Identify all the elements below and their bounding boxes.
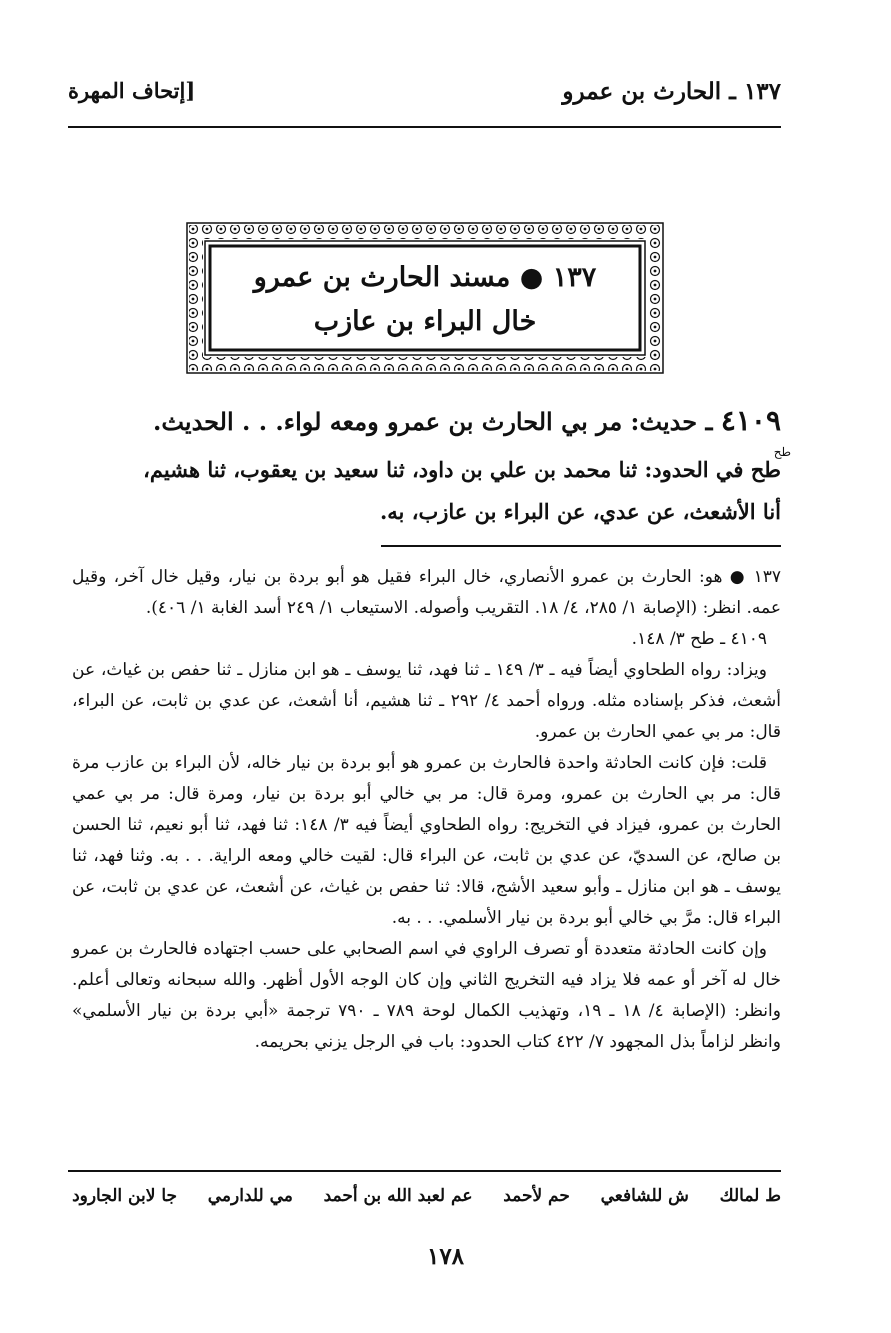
- hadith-heading: [72, 400, 781, 443]
- footnotes: [72, 562, 781, 1058]
- page-number: ١٧٨: [426, 1243, 465, 1270]
- chapter-title: ١٣٧ ـ الحارث بن عمرو: [562, 78, 781, 105]
- source-code-marker: طح: [773, 445, 791, 459]
- musnad-title-line1: ١٣٧ ● مسند الحارث بن عمرو: [253, 262, 597, 293]
- legend-item: مي للدارمي: [207, 1186, 293, 1206]
- legend-item: حم لأحمد: [503, 1186, 570, 1206]
- footnote-alternative: وإن كانت الحادثة متعددة أو تصرف الراوي في اسم الصحابي على حسب اجتهاده فالحارث بن عمرو خال له آخر أو عمه فلا يزاد فيه التخريج الثاني وإن كان الوجه الأول أظهر. والله سبحانه وتعالى أعلم. وانظر: (الإصابة ٤/ ١٨ ـ ١٩، وتهذيب الكمال لوحة ٧٨٩ ـ ٧٩٠ ترجمة «أبي بردة بن نيار الأسلمي» وانظر لزاماً بذل المجهود ٧/ ٤٢٢ كتاب الحدود: باب في الرجل يزني بحريمه.: [72, 939, 781, 1052]
- legend-rule: [68, 1170, 781, 1172]
- legend-item: ش للشافعي: [600, 1186, 689, 1206]
- legend-item: ط لمالك: [719, 1186, 781, 1206]
- running-header: [68, 78, 781, 118]
- hadith-number: ٤١٠٩: [720, 404, 781, 437]
- legend-item: عم لعبد الله بن أحمد: [323, 1186, 473, 1206]
- legend-item: جا لابن الجارود: [72, 1186, 178, 1206]
- hadith-body: [72, 445, 791, 533]
- abbreviation-legend: [72, 1186, 781, 1206]
- footnote-rule: [381, 545, 781, 547]
- musnad-title-line2: خال البراء بن عازب: [313, 306, 537, 337]
- header-rule: [68, 126, 781, 128]
- footnote-comment: قلت: فإن كانت الحادثة واحدة فالحارث بن عمرو هو أبو بردة بن نيار خاله، لأن البراء بن عازب مرة قال: مر بي الحارث بن عمرو، ومرة قال: مر بي خالي أبو بردة بن نيار، ومرة قال: مر بي عمي الحارث بن عمرو، فيزاد في التخريج: رواه الطحاوي أيضاً فيه ٣/ ١٤٨: ثنا فهد، ثنا أبو نعيم، ثنا الحسن بن صالح، عن السديّ، عن عدي بن ثابت، عن البراء قال: لقيت خالي ومعه الراية. . . به. وثنا فهد، ثنا يوسف ـ هو ابن منازل ـ وأبو سعيد الأشج، قالا: ثنا حفص بن غياث، عن أشعث، عن عدي بن ثابت، عن البراء قال: مرَّ بي خالي أبو بردة بن نيار الأسلمي. . . به.: [72, 753, 781, 928]
- book-title: [إتحاف المهرة: [68, 78, 196, 103]
- hadith-line-2: أنا الأشعث، عن عدي، عن البراء بن عازب، به.: [379, 499, 781, 524]
- musnad-title: [216, 256, 634, 344]
- footnote-source: ٤١٠٩ ـ طح ٣/ ١٤٨.: [631, 629, 767, 649]
- footnote-biography: ١٣٧ ● هو: الحارث بن عمرو الأنصاري، خال البراء فقيل هو أبو بردة بن نيار، وقيل خال آخر، وقيل عمه. انظر: (الإصابة ١/ ٢٨٥، ٤/ ١٨. التقريب وأصوله. الاستيعاب ١/ ٢٤٩ أسد الغابة ١/ ٤٠٦).: [72, 567, 781, 618]
- footnote-addition: ويزاد: رواه الطحاوي أيضاً فيه ـ ٣/ ١٤٩ ـ ثنا فهد، ثنا يوسف ـ هو ابن منازل ـ ثنا حفص بن غياث، عن أشعث، فذكر بإسناده مثله. ورواه أحمد ٤/ ٢٩٢ ـ ثنا هشيم، أنا أشعث، عن عدي بن ثابت، عن البراء، قال: مر بي عمي الحارث بن عمرو.: [72, 660, 781, 742]
- hadith-line-1: طح في الحدود: ثنا محمد بن علي بن داود، ثنا سعيد بن يعقوب، ثنا هشيم،: [143, 457, 781, 482]
- hadith-heading-text: ـ حديث: مر بي الحارث بن عمرو ومعه لواء. . . الحديث.: [152, 407, 713, 436]
- ornamental-title-frame: [186, 222, 664, 374]
- hadith-entry: [72, 400, 791, 533]
